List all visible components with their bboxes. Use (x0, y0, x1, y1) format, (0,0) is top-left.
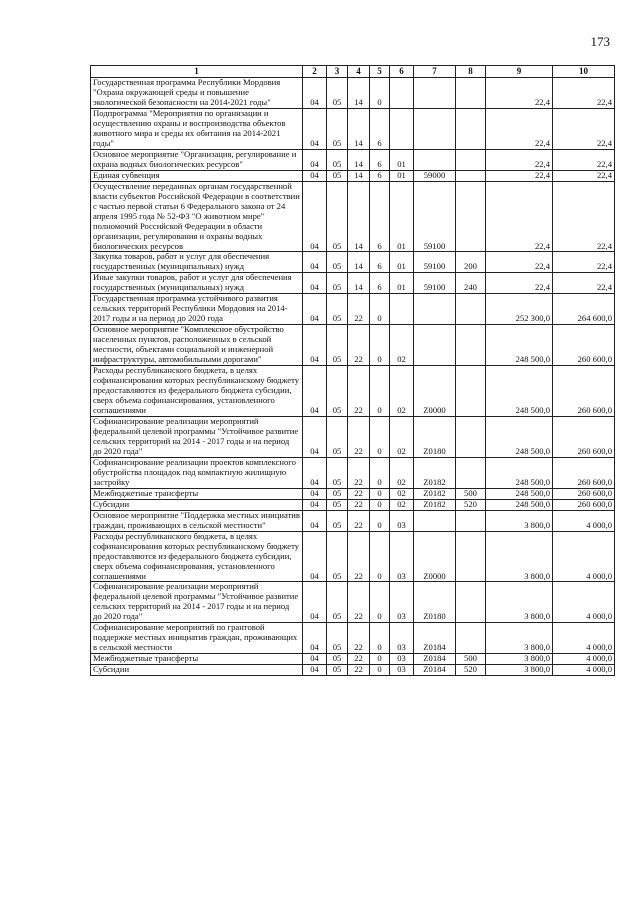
code-section: 05 (327, 294, 348, 325)
code-expense-type: 500 (456, 488, 486, 499)
row-name: Софинансирование реализации мероприятий федеральной целевой программы "Устойчивое развитие сельских территорий на 2014 - 2017 годы и на период до 2020 года" (91, 416, 303, 457)
code-direction (414, 108, 456, 149)
amount-2020: 248 500,0 (486, 366, 553, 417)
amount-2020: 22,4 (486, 181, 553, 252)
code-expense-type: 520 (456, 499, 486, 510)
code-expense-type: 500 (456, 654, 486, 665)
code-expense-type: 240 (456, 273, 486, 294)
code-event (390, 294, 414, 325)
code-section: 05 (327, 252, 348, 273)
code-expense-type (456, 170, 486, 181)
row-name: Основное мероприятие "Организация, регулирование и охрана водных биологических ресурсов" (91, 149, 303, 170)
code-direction (414, 325, 456, 366)
code-subsection: 22 (348, 488, 370, 499)
table-row (91, 170, 615, 181)
code-subsection: 22 (348, 623, 370, 654)
table-row (91, 510, 615, 531)
row-name: Софинансирование реализации проектов комплексного обустройства площадок под компактную жилищную застройку (91, 457, 303, 488)
amount-2020: 3 800,0 (486, 654, 553, 665)
header-col-4: 4 (348, 66, 370, 78)
amount-2021: 22,4 (553, 149, 615, 170)
code-ministry: 04 (303, 488, 327, 499)
amount-2021: 22,4 (553, 181, 615, 252)
code-direction: Z0182 (414, 488, 456, 499)
amount-2021: 260 600,0 (553, 457, 615, 488)
code-section: 05 (327, 325, 348, 366)
amount-2020: 248 500,0 (486, 499, 553, 510)
table-row (91, 366, 615, 417)
code-subsection: 22 (348, 416, 370, 457)
code-expense-type (456, 582, 486, 623)
code-direction: 59100 (414, 252, 456, 273)
code-expense-type (456, 531, 486, 582)
table-header-row (91, 66, 615, 78)
row-name: Государственная программа устойчивого развития сельских территорий Республики Мордовия на 2014-2017 годы и на период до 2020 года (91, 294, 303, 325)
amount-2020: 22,4 (486, 170, 553, 181)
code-event: 02 (390, 366, 414, 417)
table-row (91, 531, 615, 582)
table-row (91, 181, 615, 252)
table-row (91, 273, 615, 294)
code-ministry: 04 (303, 108, 327, 149)
row-name: Единая субвенция (91, 170, 303, 181)
row-name: Софинансирование мероприятий по грантовой поддержке местных инициатив граждан, проживающих в сельской местности (91, 623, 303, 654)
code-subsection: 22 (348, 294, 370, 325)
code-ministry: 04 (303, 499, 327, 510)
amount-2020: 22,4 (486, 273, 553, 294)
code-direction: Z0184 (414, 654, 456, 665)
code-expense-type: 520 (456, 665, 486, 676)
amount-2020: 248 500,0 (486, 325, 553, 366)
code-section: 05 (327, 623, 348, 654)
code-section: 05 (327, 366, 348, 417)
table-row (91, 108, 615, 149)
code-expense-type (456, 108, 486, 149)
code-subsection: 14 (348, 273, 370, 294)
code-section: 05 (327, 531, 348, 582)
table-row (91, 252, 615, 273)
code-ministry: 04 (303, 623, 327, 654)
code-ministry: 04 (303, 665, 327, 676)
code-ministry: 04 (303, 531, 327, 582)
code-program: 6 (370, 170, 390, 181)
code-expense-type (456, 181, 486, 252)
row-name: Основное мероприятие "Поддержка местных инициатив граждан, проживающих в сельской местности" (91, 510, 303, 531)
header-col-5: 5 (370, 66, 390, 78)
amount-2020: 248 500,0 (486, 416, 553, 457)
row-name: Основное мероприятие "Комплексное обустройство населенных пунктов, расположенных в сельской местности, объектами социальной и инженерной инфраструктуры, автомобильными дорогами" (91, 325, 303, 366)
code-program: 6 (370, 108, 390, 149)
code-ministry: 04 (303, 654, 327, 665)
code-program: 0 (370, 499, 390, 510)
code-section: 05 (327, 108, 348, 149)
code-subsection: 22 (348, 582, 370, 623)
row-name: Софинансирование реализации мероприятий федеральной целевой программы "Устойчивое развитие сельских территорий на 2014 - 2017 годы и на период до 2020 года" (91, 582, 303, 623)
code-event: 03 (390, 623, 414, 654)
amount-2021: 4 000,0 (553, 510, 615, 531)
header-col-1: 1 (91, 66, 303, 78)
code-program: 0 (370, 457, 390, 488)
code-subsection: 22 (348, 366, 370, 417)
amount-2021: 264 600,0 (553, 294, 615, 325)
amount-2020: 22,4 (486, 252, 553, 273)
code-section: 05 (327, 273, 348, 294)
code-section: 05 (327, 654, 348, 665)
amount-2020: 3 800,0 (486, 510, 553, 531)
row-name: Субсидии (91, 499, 303, 510)
amount-2021: 22,4 (553, 273, 615, 294)
code-ministry: 04 (303, 325, 327, 366)
code-event: 01 (390, 181, 414, 252)
code-direction: Z0000 (414, 366, 456, 417)
amount-2020: 3 800,0 (486, 623, 553, 654)
amount-2020: 252 300,0 (486, 294, 553, 325)
code-program: 0 (370, 294, 390, 325)
code-ministry: 04 (303, 582, 327, 623)
code-subsection: 22 (348, 665, 370, 676)
code-ministry: 04 (303, 457, 327, 488)
code-event: 01 (390, 170, 414, 181)
header-col-10: 10 (553, 66, 615, 78)
table-row (91, 457, 615, 488)
code-program: 0 (370, 416, 390, 457)
table-row (91, 499, 615, 510)
table-row (91, 325, 615, 366)
code-direction: Z0182 (414, 457, 456, 488)
code-section: 05 (327, 582, 348, 623)
row-name: Закупка товаров, работ и услуг для обеспечения государственных (муниципальных) нужд (91, 252, 303, 273)
code-ministry: 04 (303, 273, 327, 294)
amount-2021: 260 600,0 (553, 499, 615, 510)
code-section: 05 (327, 78, 348, 109)
code-direction: 59000 (414, 170, 456, 181)
code-event: 02 (390, 499, 414, 510)
amount-2020: 22,4 (486, 108, 553, 149)
code-expense-type (456, 294, 486, 325)
row-name: Межбюджетные трансферты (91, 488, 303, 499)
code-section: 05 (327, 149, 348, 170)
code-event: 02 (390, 457, 414, 488)
code-section: 05 (327, 499, 348, 510)
code-event: 01 (390, 252, 414, 273)
amount-2021: 260 600,0 (553, 488, 615, 499)
code-event (390, 78, 414, 109)
code-expense-type (456, 149, 486, 170)
code-direction: Z0000 (414, 531, 456, 582)
row-name: Межбюджетные трансферты (91, 654, 303, 665)
row-name: Подпрограмма "Мероприятия по организации и осуществлению охраны и воспроизводства объектов животного мира и среды их обитания на 2014-2021 годы" (91, 108, 303, 149)
code-ministry: 04 (303, 416, 327, 457)
code-subsection: 14 (348, 149, 370, 170)
code-event: 03 (390, 654, 414, 665)
code-direction (414, 78, 456, 109)
code-expense-type (456, 366, 486, 417)
code-program: 0 (370, 366, 390, 417)
code-expense-type (456, 510, 486, 531)
code-subsection: 22 (348, 499, 370, 510)
amount-2020: 22,4 (486, 149, 553, 170)
code-section: 05 (327, 665, 348, 676)
table-row (91, 294, 615, 325)
code-program: 6 (370, 181, 390, 252)
amount-2021: 22,4 (553, 78, 615, 109)
code-section: 05 (327, 457, 348, 488)
code-program: 0 (370, 531, 390, 582)
code-program: 6 (370, 149, 390, 170)
code-subsection: 14 (348, 78, 370, 109)
table-row (91, 416, 615, 457)
code-subsection: 14 (348, 170, 370, 181)
code-program: 0 (370, 510, 390, 531)
code-subsection: 14 (348, 108, 370, 149)
code-program: 6 (370, 273, 390, 294)
row-name: Расходы республиканского бюджета, в целях софинансирования которых республиканскому бюджету предоставляются из федерального бюджета субсидии, сверх объема софинансирования, установленного соглашениями (91, 531, 303, 582)
code-expense-type (456, 78, 486, 109)
row-name: Расходы республиканского бюджета, в целях софинансирования которых республиканскому бюджету предоставляются из федерального бюджета субсидии, сверх объема софинансирования, установленного соглашениями (91, 366, 303, 417)
amount-2020: 3 800,0 (486, 582, 553, 623)
table-row (91, 654, 615, 665)
code-event: 03 (390, 665, 414, 676)
code-program: 0 (370, 623, 390, 654)
code-program: 0 (370, 654, 390, 665)
code-program: 0 (370, 325, 390, 366)
code-expense-type: 200 (456, 252, 486, 273)
header-col-7: 7 (414, 66, 456, 78)
row-name: Осуществление переданных органам государственной власти субъектов Российской Федерации в соответствии с частью первой статьи 6 Федерального закона от 24 апреля 1995 года № 52-ФЗ "О животном мире" полномочий Российской Федерации в области организации, регулирования и охраны водных биологических ресурсов (91, 181, 303, 252)
code-direction: Z0182 (414, 499, 456, 510)
code-subsection: 22 (348, 654, 370, 665)
amount-2021: 22,4 (553, 108, 615, 149)
code-program: 6 (370, 252, 390, 273)
code-event: 01 (390, 273, 414, 294)
header-col-3: 3 (327, 66, 348, 78)
code-ministry: 04 (303, 366, 327, 417)
code-event: 02 (390, 488, 414, 499)
code-program: 0 (370, 665, 390, 676)
amount-2020: 248 500,0 (486, 457, 553, 488)
code-ministry: 04 (303, 181, 327, 252)
code-section: 05 (327, 181, 348, 252)
code-program: 0 (370, 78, 390, 109)
code-program: 0 (370, 582, 390, 623)
code-event: 03 (390, 531, 414, 582)
code-ministry: 04 (303, 149, 327, 170)
amount-2021: 4 000,0 (553, 623, 615, 654)
code-direction: Z0184 (414, 623, 456, 654)
code-section: 05 (327, 488, 348, 499)
code-direction (414, 510, 456, 531)
code-direction: 59100 (414, 273, 456, 294)
code-event: 03 (390, 582, 414, 623)
code-subsection: 22 (348, 531, 370, 582)
amount-2021: 260 600,0 (553, 325, 615, 366)
code-expense-type (456, 416, 486, 457)
header-col-6: 6 (390, 66, 414, 78)
page-number: 173 (590, 34, 610, 49)
header-col-8: 8 (456, 66, 486, 78)
header-col-2: 2 (303, 66, 327, 78)
code-direction: Z0180 (414, 582, 456, 623)
amount-2020: 248 500,0 (486, 488, 553, 499)
code-subsection: 14 (348, 181, 370, 252)
code-section: 05 (327, 416, 348, 457)
code-direction (414, 294, 456, 325)
code-expense-type (456, 325, 486, 366)
code-event (390, 108, 414, 149)
code-event: 03 (390, 510, 414, 531)
code-section: 05 (327, 510, 348, 531)
code-direction: Z0180 (414, 416, 456, 457)
row-name: Иные закупки товаров, работ и услуг для обеспечения государственных (муниципальных) нужд (91, 273, 303, 294)
amount-2021: 4 000,0 (553, 654, 615, 665)
amount-2021: 260 600,0 (553, 366, 615, 417)
code-subsection: 14 (348, 252, 370, 273)
header-col-9: 9 (486, 66, 553, 78)
amount-2021: 4 000,0 (553, 582, 615, 623)
code-ministry: 04 (303, 78, 327, 109)
code-direction: Z0184 (414, 665, 456, 676)
row-name: Государственная программа Республики Мордовия "Охрана окружающей среды и повышение экологической безопасности на 2014-2021 годы" (91, 78, 303, 109)
code-expense-type (456, 623, 486, 654)
table-row (91, 582, 615, 623)
code-ministry: 04 (303, 170, 327, 181)
amount-2020: 3 800,0 (486, 531, 553, 582)
code-event: 02 (390, 416, 414, 457)
code-subsection: 22 (348, 510, 370, 531)
amount-2021: 22,4 (553, 252, 615, 273)
code-expense-type (456, 457, 486, 488)
table-row (91, 78, 615, 109)
code-ministry: 04 (303, 252, 327, 273)
table-row (91, 623, 615, 654)
code-section: 05 (327, 170, 348, 181)
table-row (91, 149, 615, 170)
code-subsection: 22 (348, 325, 370, 366)
amount-2020: 3 800,0 (486, 665, 553, 676)
row-name: Субсидии (91, 665, 303, 676)
code-ministry: 04 (303, 294, 327, 325)
table-row (91, 665, 615, 676)
code-program: 0 (370, 488, 390, 499)
code-subsection: 22 (348, 457, 370, 488)
amount-2021: 4 000,0 (553, 531, 615, 582)
amount-2021: 260 600,0 (553, 416, 615, 457)
amount-2020: 22,4 (486, 78, 553, 109)
code-direction: 59100 (414, 181, 456, 252)
code-direction (414, 149, 456, 170)
code-event: 02 (390, 325, 414, 366)
amount-2021: 22,4 (553, 170, 615, 181)
budget-table (90, 65, 615, 676)
code-event: 01 (390, 149, 414, 170)
table-row (91, 488, 615, 499)
amount-2021: 4 000,0 (553, 665, 615, 676)
code-ministry: 04 (303, 510, 327, 531)
